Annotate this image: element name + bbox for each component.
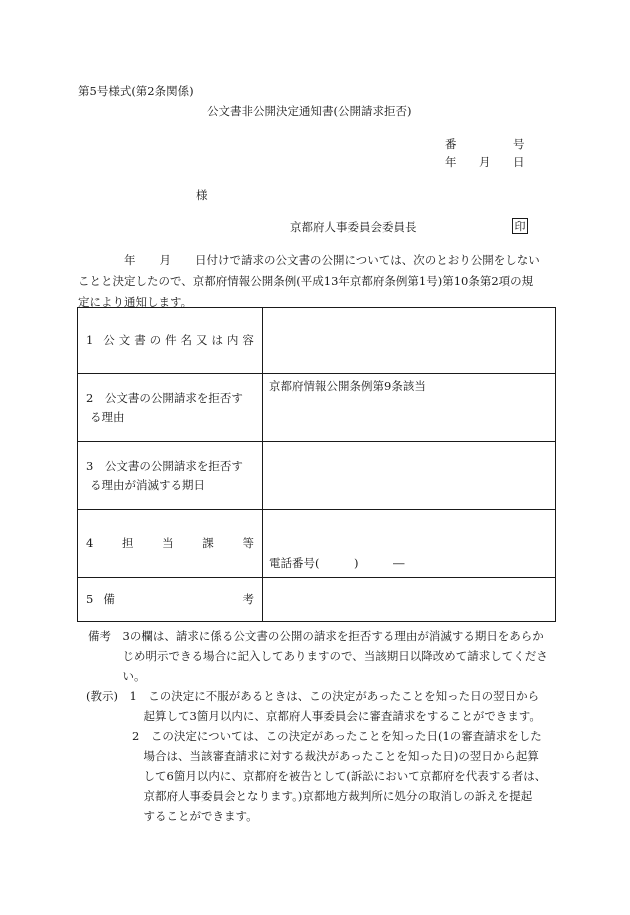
instruction-line-3: 2 この決定については、この決定があったことを知った日(1の審査請求をした	[86, 729, 542, 743]
table-row-expiry	[78, 442, 556, 510]
row-reason-label: 2 公文書の公開請求を拒否す る理由	[78, 374, 263, 442]
row-expiry-value[interactable]	[263, 442, 556, 510]
instruction-line-2: 起算して3箇月以内に、京都府人事委員会に審査請求をすることができます。	[86, 709, 541, 723]
row-subject-value[interactable]	[263, 308, 556, 374]
row-remarks-label: 5 備 考	[78, 578, 263, 622]
form-number: 第5号様式(第2条関係)	[78, 84, 194, 98]
note-line-1: 備考 3の欄は、請求に係る公文書の公開の請求を拒否する理由が消滅する期日をあらか	[88, 629, 544, 643]
table-row-reason	[78, 374, 556, 442]
notice-body	[78, 250, 558, 313]
table-row-remarks	[78, 578, 556, 622]
note-line-2: じめ明示できる場合に記入してありますので、当該期日以降改めて請求してくださ	[88, 649, 548, 663]
sender-name: 京都府人事委員会委員長	[290, 220, 417, 234]
instruction-line-7: することができます。	[86, 809, 258, 823]
date-month-label: 月	[479, 155, 491, 169]
body-line-2: ことと決定したので、京都府情報公開条例(平成13年京都府条例第1号)第10条第2項の規	[78, 274, 534, 288]
instruction-note	[86, 686, 566, 826]
remarks-note	[88, 626, 563, 686]
number-label-go: 号	[513, 137, 525, 151]
table-row-subject	[78, 308, 556, 374]
instruction-line-6: 京都府人事委員会となります。)京都地方裁判所に処分の取消しの訴えを提起	[86, 789, 533, 803]
addressee-suffix: 様	[196, 188, 208, 202]
body-year: 年	[124, 253, 136, 267]
notice-table	[77, 307, 556, 622]
body-line-1	[78, 250, 558, 271]
row-department-label: 4 担 当 課 等	[78, 510, 263, 578]
number-label-ban: 番	[445, 137, 457, 151]
row-department-value[interactable]	[263, 510, 556, 578]
row-reason-value[interactable]: 京都府情報公開条例第9条該当	[263, 374, 556, 442]
note-line-3: い。	[88, 669, 146, 683]
instruction-line-5: して6箇月以内に、京都府を被告として(訴訟において京都府を代表する者は、	[86, 769, 547, 783]
body-line-1-text: 日付けで請求の公文書の公開については、次のとおり公開をしない	[195, 253, 540, 267]
body-month: 月	[159, 253, 171, 267]
instruction-line-1: (教示) 1 この決定に不服があるときは、この決定があったことを知った日の翌日から	[86, 689, 540, 703]
row-expiry-label: 3 公文書の公開請求を拒否す る理由が消滅する期日	[78, 442, 263, 510]
document-title: 公文書非公開決定通知書(公開請求拒否)	[207, 104, 412, 118]
row-subject-label: 1 公 文 書 の 件 名 又 は 内 容	[78, 308, 263, 374]
table-row-department	[78, 510, 556, 578]
telephone-number: 電話番号( ) ―	[269, 556, 405, 570]
instruction-line-4: 場合は、当該審査請求に対する裁決があったことを知った日)の翌日から起算	[86, 749, 539, 763]
row-remarks-value[interactable]	[263, 578, 556, 622]
body-line-3: 定により通知します。	[78, 295, 193, 309]
date-year-label: 年	[445, 155, 457, 169]
seal-mark: 印	[512, 218, 528, 234]
date-day-label: 日	[513, 155, 525, 169]
